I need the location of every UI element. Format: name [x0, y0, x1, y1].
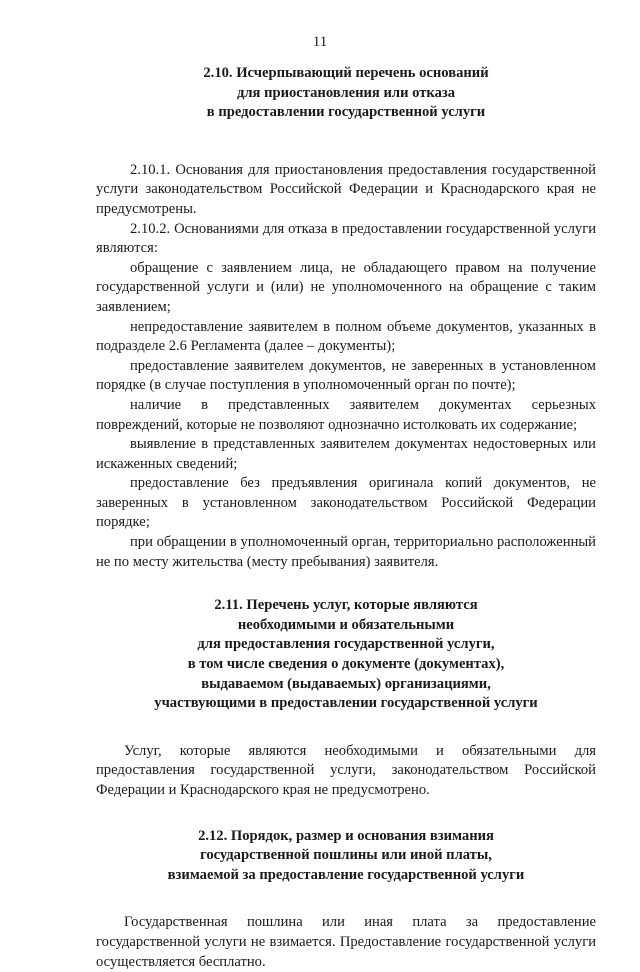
refusal-ground-item: предоставление без предъявления оригинала копий документов, не заверенных в установленном законодательством Российской Федерации порядке; — [96, 475, 596, 531]
heading-line: 2.11. Перечень услуг, которые являются — [214, 597, 478, 614]
heading-line: необходимыми и обязательными — [237, 616, 455, 633]
heading-line: взимаемой за предоставление государственной услуги — [167, 866, 525, 883]
heading-line: в том числе сведения о документе (документах), — [187, 656, 505, 673]
refusal-ground-item: при обращении в уполномоченный орган, территориально расположенный не по месту жительства (месту пребывания) заявителя. — [96, 534, 596, 570]
refusal-ground-item: выявление в представленных заявителем документах недостоверных или искаженных сведений; — [96, 436, 596, 472]
refusal-ground-item: обращение с заявлением лица, не обладающего правом на получение государственной услуги и (или) не уполномоченного на обращение с таким заявлением; — [96, 259, 596, 315]
refusal-ground-item: наличие в представленных заявителем документах серьезных повреждений, которые не позволяют однозначно истолковать их содержание; — [96, 396, 596, 433]
heading-line: в предоставлении государственной услуги — [206, 104, 486, 121]
heading-line: для приостановления или отказа — [236, 84, 456, 101]
refusal-ground-item: предоставление заявителем документов, не заверенных в установленном порядке (в случае поступления в уполномоченный орган по почте); — [96, 357, 596, 394]
section-2-10-heading — [96, 64, 596, 123]
section-2-12-heading — [96, 827, 596, 886]
heading-line: участвующими в предоставлении государственной услуги — [154, 695, 538, 712]
heading-line: для предоставления государственной услуги, — [197, 636, 495, 653]
paragraph-2-10-1: 2.10.1. Основания для приостановления предоставления государственной услуги законодательством Российской Федерации и Краснодарского края не предусмотрены. — [96, 161, 596, 217]
paragraph-2-12: Государственная пошлина или иная плата за предоставление государственной услуги не взимается. Предоставление государственной услуги осуществляется бесплатно. — [96, 914, 596, 970]
paragraph-2-10-2: 2.10.2. Основаниями для отказа в предоставлении государственной услуги являются: — [96, 220, 596, 257]
heading-line: выдаваемом (выдаваемых) организациями, — [201, 675, 491, 692]
section-2-11-heading — [96, 596, 596, 714]
document-body — [96, 64, 596, 972]
heading-line: государственной пошлины или иной платы, — [200, 847, 492, 864]
refusal-ground-item: непредоставление заявителем в полном объеме документов, указанных в подразделе 2.6 Регламента (далее – документы); — [96, 318, 596, 355]
page-number: 11 — [312, 34, 328, 50]
heading-line: 2.12. Порядок, размер и основания взимания — [198, 827, 494, 844]
heading-line: 2.10. Исчерпывающий перечень оснований — [203, 65, 489, 81]
paragraph-2-11: Услуг, которые являются необходимыми и обязательными для предоставления государственной услуги, законодательством Российской Федерации и Краснодарского края не предусмотрено. — [96, 742, 596, 798]
